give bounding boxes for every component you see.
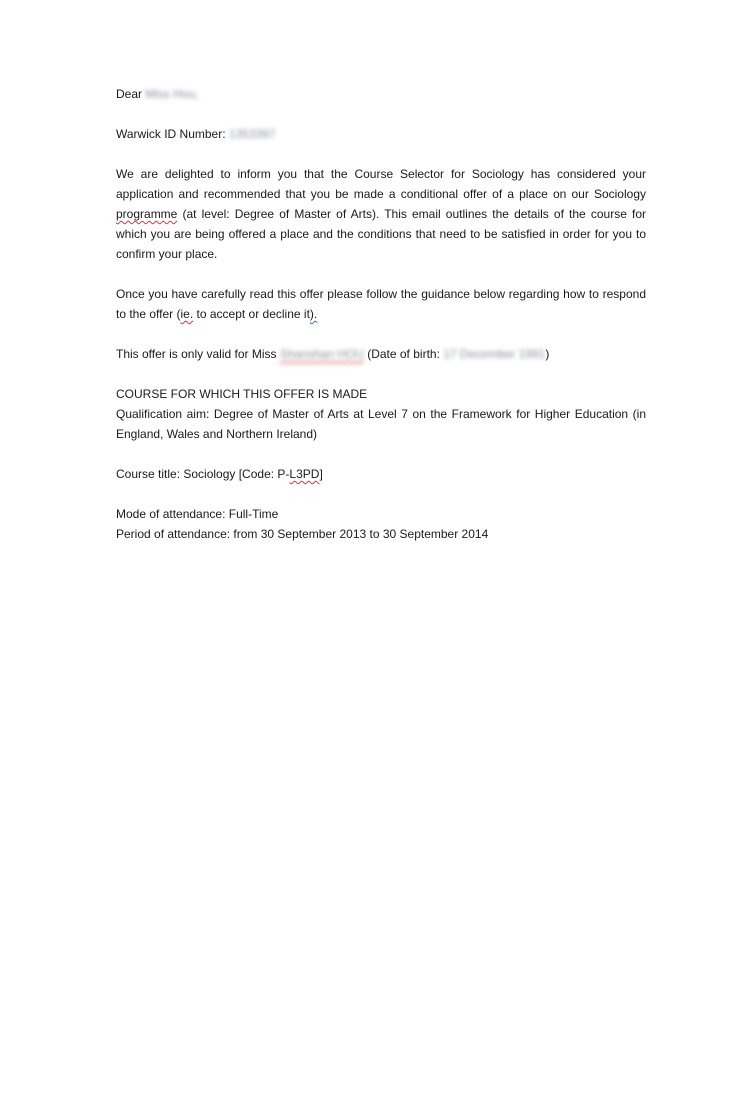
course-title-line [116,464,646,484]
dob-label: (Date of birth: [363,347,444,361]
qualification-aim: Qualification aim: Degree of Master of Arts at Level 7 on the Framework for Higher Education (in England, Wales and Northern Ireland) [116,407,646,441]
candidate-name-redacted: Shanshan HOU [279,347,364,361]
course-title-prefix: Course title: Sociology [Code: P- [116,467,290,481]
grammar-mark: ). [309,307,318,321]
warwick-id-line [116,124,646,144]
salutation-name-redacted: Miss Hou, [145,87,199,101]
validity-prefix: This offer is only valid for Miss [116,347,280,361]
dob-value-redacted: 17 December 1991 [443,347,546,361]
salutation [116,84,646,104]
course-title-close: ] [319,467,323,481]
mode-of-attendance: Mode of attendance: Full-Time [116,507,279,521]
validity-line [116,344,646,364]
period-of-attendance: Period of attendance: from 30 September 2013 to 30 September 2014 [116,527,489,541]
spellcheck-word-programme: programme [116,207,178,221]
warwick-id-value-redacted: 1353397 [228,127,276,141]
course-heading: COURSE FOR WHICH THIS OFFER IS MADE [116,387,368,401]
offer-paragraph-text-2: (at level: Degree of Master of Arts). This email outlines the details of the course for which you are being offered a place and the conditions that need to be satisfied in order for you to confirm your place. [116,207,646,261]
letter-body [116,84,646,544]
guidance-paragraph [116,284,646,324]
offer-paragraph [116,164,646,264]
course-code: L3PD [289,467,320,481]
guidance-text-2: to accept or decline it [193,307,310,321]
salutation-prefix: Dear [116,87,143,101]
guidance-text-1: Once you have carefully read this offer please follow the guidance below regarding how to respond to the offer ( [116,287,646,321]
offer-paragraph-text-1: We are delighted to inform you that the Course Selector for Sociology has considered your application and recommended that you be made a conditional offer of a place on our Sociology [116,167,646,201]
warwick-id-label: Warwick ID Number: [116,127,226,141]
spellcheck-word-ie: ie. [180,307,194,321]
validity-close: ) [545,347,550,361]
